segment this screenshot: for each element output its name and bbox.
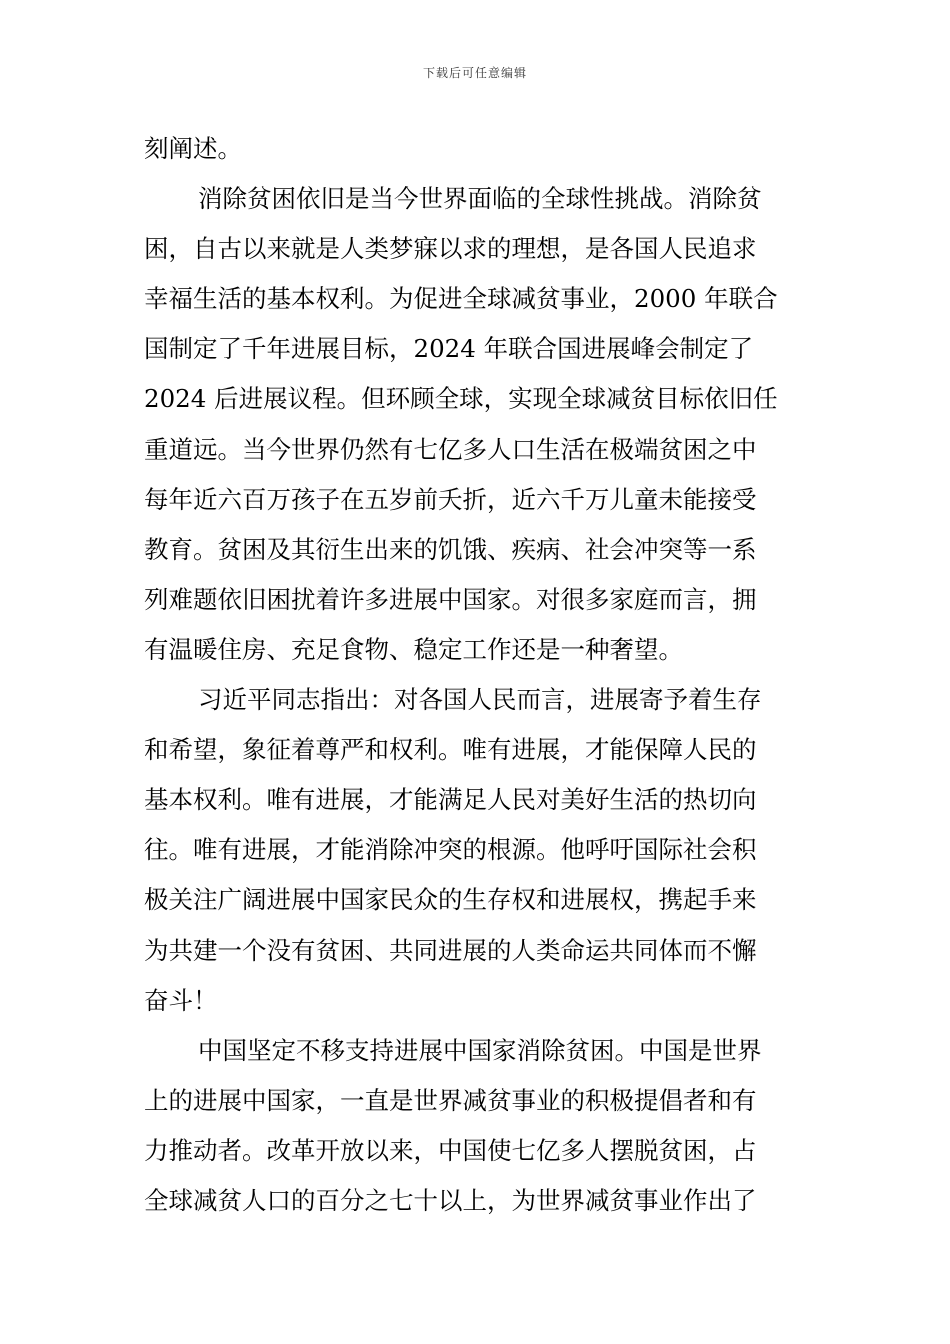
text-line: 往。唯有进展，才能消除冲突的根源。他呼吁国际社会积 [144, 835, 757, 865]
text-line: 幸福生活的基本权利。为促进全球减贫事业，2000 年联合 [144, 284, 778, 314]
paragraph-start-line: 消除贫困依旧是当今世界面临的全球性挑战。消除贫 [198, 184, 762, 214]
text-line: 奋斗！ [144, 985, 218, 1015]
page-header: 下载后可任意编辑 [422, 66, 527, 80]
text-line: 重道远。当今世界仍然有七亿多人口生活在极端贫困之中 [144, 434, 757, 464]
text-line: 困，自古以来就是人类梦寐以求的理想，是各国人民追求 [144, 234, 757, 264]
text-line: 列难题依旧困扰着许多进展中国家。对很多家庭而言，拥 [144, 584, 757, 614]
text-line: 和希望，象征着尊严和权利。唯有进展，才能保障人民的 [144, 735, 757, 765]
text-line: 基本权利。唯有进展，才能满足人民对美好生活的热切向 [144, 785, 757, 815]
text-line: 国制定了千年进展目标，2024 年联合国进展峰会制定了 [144, 334, 754, 364]
text-line: 全球减贫人口的百分之七十以上，为世界减贫事业作出了 [144, 1185, 757, 1215]
text-line: 有温暖住房、充足食物、稳定工作还是一种奢望。 [144, 634, 683, 664]
text-line: 每年近六百万孩子在五岁前夭折，近六千万儿童未能接受 [144, 484, 757, 514]
text-line: 为共建一个没有贫困、共同进展的人类命运共同体而不懈 [144, 935, 757, 965]
text-line: 刻阐述。 [144, 134, 242, 163]
text-line: 教育。贫困及其衍生出来的饥饿、疾病、社会冲突等一系 [144, 534, 757, 564]
text-line: 极关注广阔进展中国家民众的生存权和进展权，携起手来 [144, 885, 757, 915]
paragraph-start-line: 中国坚定不移支持进展中国家消除贫困。中国是世界 [198, 1035, 762, 1065]
text-line: 2024 后进展议程。但环顾全球，实现全球减贫目标依旧任 [144, 384, 778, 414]
paragraph-start-line: 习近平同志指出：对各国人民而言，进展寄予着生存 [198, 685, 762, 715]
document-body [144, 124, 808, 1226]
text-line: 上的进展中国家，一直是世界减贫事业的积极提倡者和有 [144, 1085, 757, 1115]
text-line: 力推动者。改革开放以来，中国使七亿多人摆脱贫困，占 [144, 1135, 757, 1165]
